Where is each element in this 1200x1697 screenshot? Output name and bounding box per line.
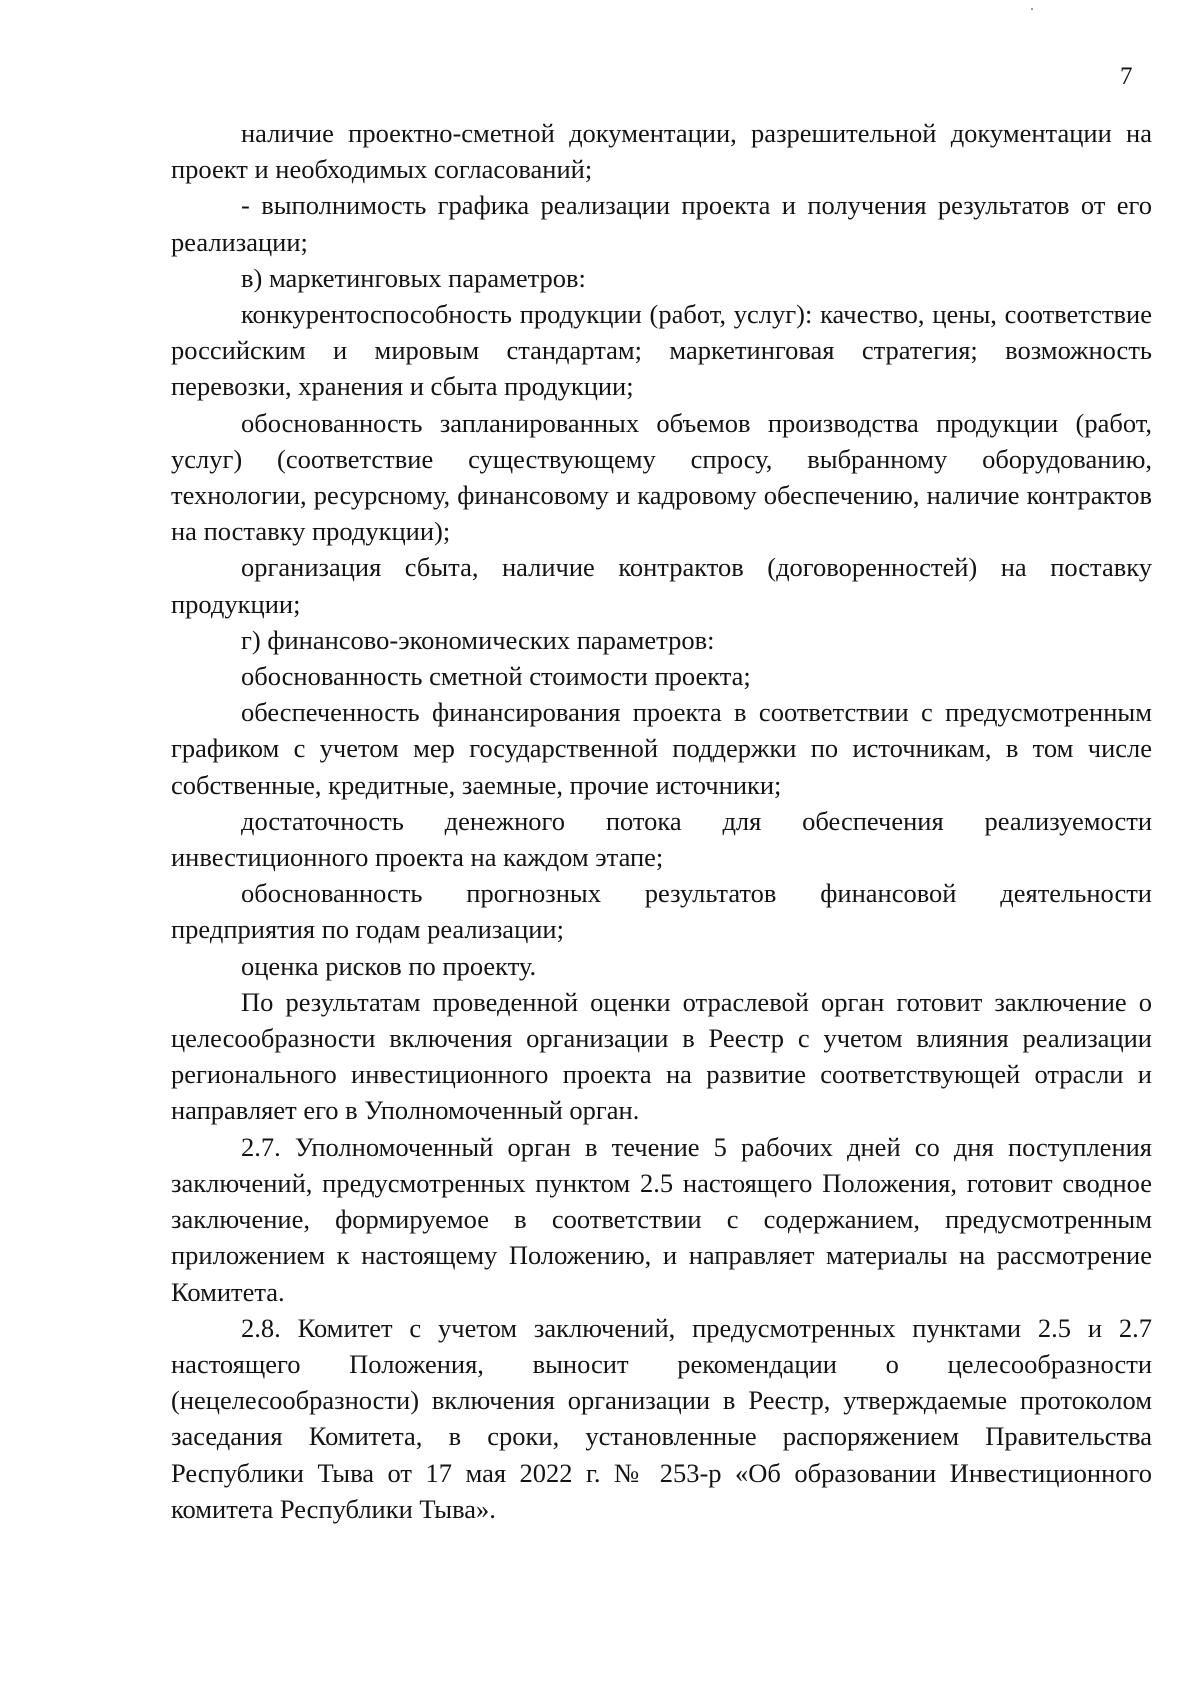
paragraph-sales-organization: организация сбыта, наличие контрактов (договоренностей) на поставку продукции; bbox=[171, 552, 1152, 619]
page-number: 7 bbox=[1120, 63, 1133, 90]
paragraph-cash-flow: достаточность денежного потока для обеспечения реализуемости инвестиционного проекта на каждом этапе; bbox=[171, 805, 1152, 873]
scan-artifact bbox=[1031, 8, 1033, 10]
paragraph-production-volumes: обоснованность запланированных объемов производства продукции (работ, услуг) (соответствие существующему спросу, выбранному оборудованию, технологии, ресурсному, финансовому и кадровому обеспечению, наличие контрактов на поставку продукции); bbox=[171, 407, 1152, 547]
paragraph-risk-assessment: оценка рисков по проекту. bbox=[241, 950, 537, 981]
paragraph-financial-heading: г) финансово-экономических параметров: bbox=[241, 624, 715, 655]
paragraph-clause-2-7: 2.7. Уполномоченный орган в течение 5 рабочих дней со дня поступления заключений, предусмотренных пунктом 2.5 настоящего Положения, готовит сводное заключение, формируемое в соответствии с содержанием, предусмотренным приложением к настоящему Положению, и направляет материалы на рассмотрение Комитета. bbox=[171, 1131, 1152, 1307]
paragraph-competitiveness: конкурентоспособность продукции (работ, услуг): качество, цены, соответствие российским и мировым стандартам; маркетинговая стратегия; возможность перевозки, хранения и сбыта продукции; bbox=[171, 299, 1152, 402]
paragraph-funding-security: обеспеченность финансирования проекта в соответствии с предусмотренным графиком с учетом мер государственной поддержки по источникам, в том числе собственные, кредитные, заемные, прочие источники; bbox=[171, 697, 1152, 800]
paragraph-clause-2-8: 2.8. Комитет с учетом заключений, предусмотренных пунктами 2.5 и 2.7 настоящего Положения, выносит рекомендации о целесообразности (нецелесообразности) включения организации в Реестр, утверждаемые протоколом заседания Комитета, в сроки, установленные распоряжением Правительства Республики Тыва от 17 мая 2022 г. № 253-р «Об образовании Инвестиционного комитета Республики Тыва». bbox=[171, 1312, 1152, 1524]
paragraph-schedule-feasibility: - выполнимость графика реализации проекта и получения результатов от его реализации; bbox=[171, 190, 1152, 257]
document-body bbox=[171, 115, 1152, 1527]
paragraph-design-documentation: наличие проектно-сметной документации, разрешительной документации на проект и необходимых согласований; bbox=[171, 118, 1152, 185]
paragraph-forecast-results: обоснованность прогнозных результатов финансовой деятельности предприятия по годам реализации; bbox=[171, 878, 1152, 945]
paragraph-marketing-heading: в) маркетинговых параметров: bbox=[241, 262, 586, 293]
paragraph-sector-conclusion: По результатам проведенной оценки отраслевой орган готовит заключение о целесообразности включения организации в Реестр с учетом влияния реализации регионального инвестиционного проекта на развитие соответствующей отрасли и направляет его в Уполномоченный орган. bbox=[171, 986, 1152, 1126]
paragraph-cost-validity: обоснованность сметной стоимости проекта; bbox=[241, 661, 751, 692]
